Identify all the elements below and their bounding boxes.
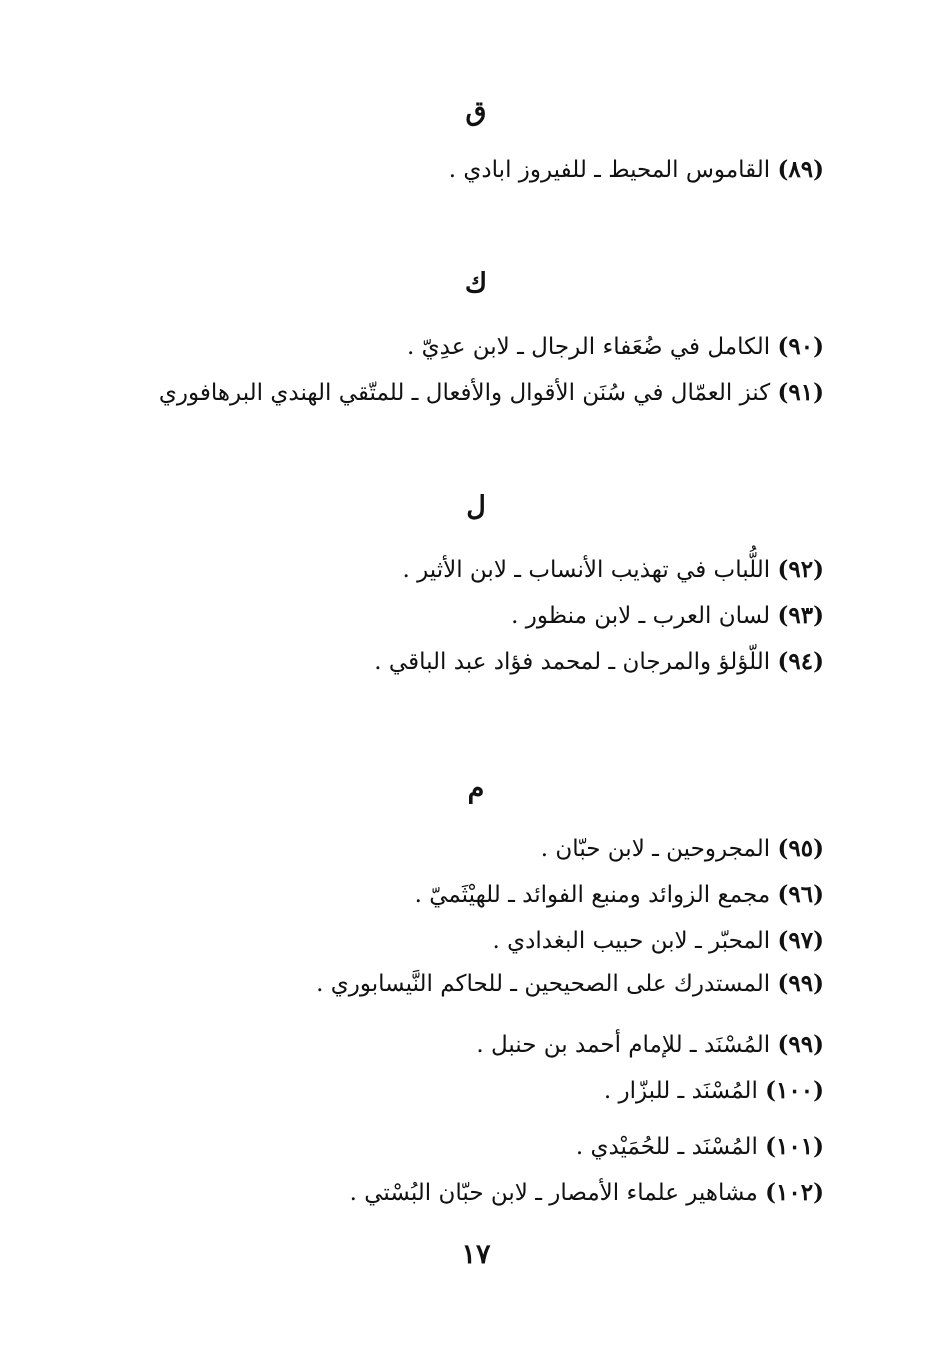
- entry-text: المجروحين ـ لابن حبّان .: [540, 836, 771, 862]
- bibliography-entry: [604, 1074, 824, 1108]
- entry-text: لسان العرب ـ لابن منظور .: [511, 603, 771, 629]
- bibliography-entry: [374, 645, 824, 679]
- entry-number: (٩٦): [777, 881, 824, 908]
- entry-number: (١٠١): [765, 1133, 824, 1160]
- entry-text: اللّؤلؤ والمرجان ـ لمحمد فؤاد عبد الباقي .: [374, 649, 771, 675]
- entry-number: (٩٥): [777, 835, 824, 862]
- entry-text: المُسْنَد ـ للحُمَيْدي .: [575, 1134, 758, 1160]
- entry-text: مجمع الزوائد ومنبع الفوائد ـ للهيْثَميّ .: [414, 882, 771, 908]
- entry-number: (٩٣): [777, 602, 824, 629]
- entry-number: (٨٩): [777, 156, 824, 183]
- entry-text: المستدرك على الصحيحين ـ للحاكم النَّيسابوري .: [316, 971, 771, 997]
- entry-number: (١٠٠): [765, 1077, 824, 1104]
- entry-text: الكامل في ضُعَفاء الرجال ـ لابن عدِيّ .: [407, 334, 771, 360]
- bibliography-entry: [511, 599, 824, 633]
- entry-text: اللُّباب في تهذيب الأنساب ـ لابن الأثير .: [402, 557, 771, 583]
- bibliography-entry: [316, 967, 824, 1001]
- page-number: ١٧: [461, 1239, 491, 1270]
- entry-text: المحبّر ـ لابن حبيب البغدادي .: [492, 928, 771, 954]
- bibliography-entry: [350, 1176, 824, 1210]
- section-letter-qaf: ق: [465, 96, 487, 127]
- bibliography-entry: [159, 376, 824, 410]
- entry-number: (٩٤): [777, 648, 824, 675]
- bibliography-entry: [415, 878, 824, 912]
- entry-text: كنز العمّال في سُنَن الأقوال والأفعال ـ للمتّقي الهندي البرهافوري: [158, 380, 771, 406]
- bibliography-entry: [476, 1028, 824, 1062]
- entry-text: مشاهير علماء الأمصار ـ لابن حبّان البُسْتي .: [349, 1180, 758, 1206]
- entry-number: (٩٧): [777, 927, 824, 954]
- entry-number: (٩١): [777, 379, 824, 406]
- entry-number: (٩٩): [777, 970, 824, 997]
- entry-number: (٩٢): [777, 556, 824, 583]
- bibliography-entry: [407, 330, 824, 364]
- bibliography-entry: [541, 832, 824, 866]
- entry-text: القاموس المحيط ـ للفيروز ابادي .: [448, 157, 771, 183]
- section-letter-kaf: ك: [464, 268, 488, 299]
- entry-text: المُسْنَد ـ للإمام أحمد بن حنبل .: [476, 1032, 771, 1058]
- entry-text: المُسْنَد ـ للبزّار .: [603, 1078, 758, 1104]
- entry-number: (٩٠): [777, 333, 824, 360]
- entry-number: (٩٩): [777, 1031, 824, 1058]
- entry-number: (١٠٢): [765, 1179, 824, 1206]
- bibliography-entry: [402, 553, 824, 587]
- section-letter-lam: ل: [466, 491, 486, 522]
- bibliography-entry: [449, 153, 824, 187]
- bibliography-entry: [576, 1130, 824, 1164]
- bibliography-entry: [493, 924, 824, 958]
- section-letter-mim: م: [467, 773, 485, 804]
